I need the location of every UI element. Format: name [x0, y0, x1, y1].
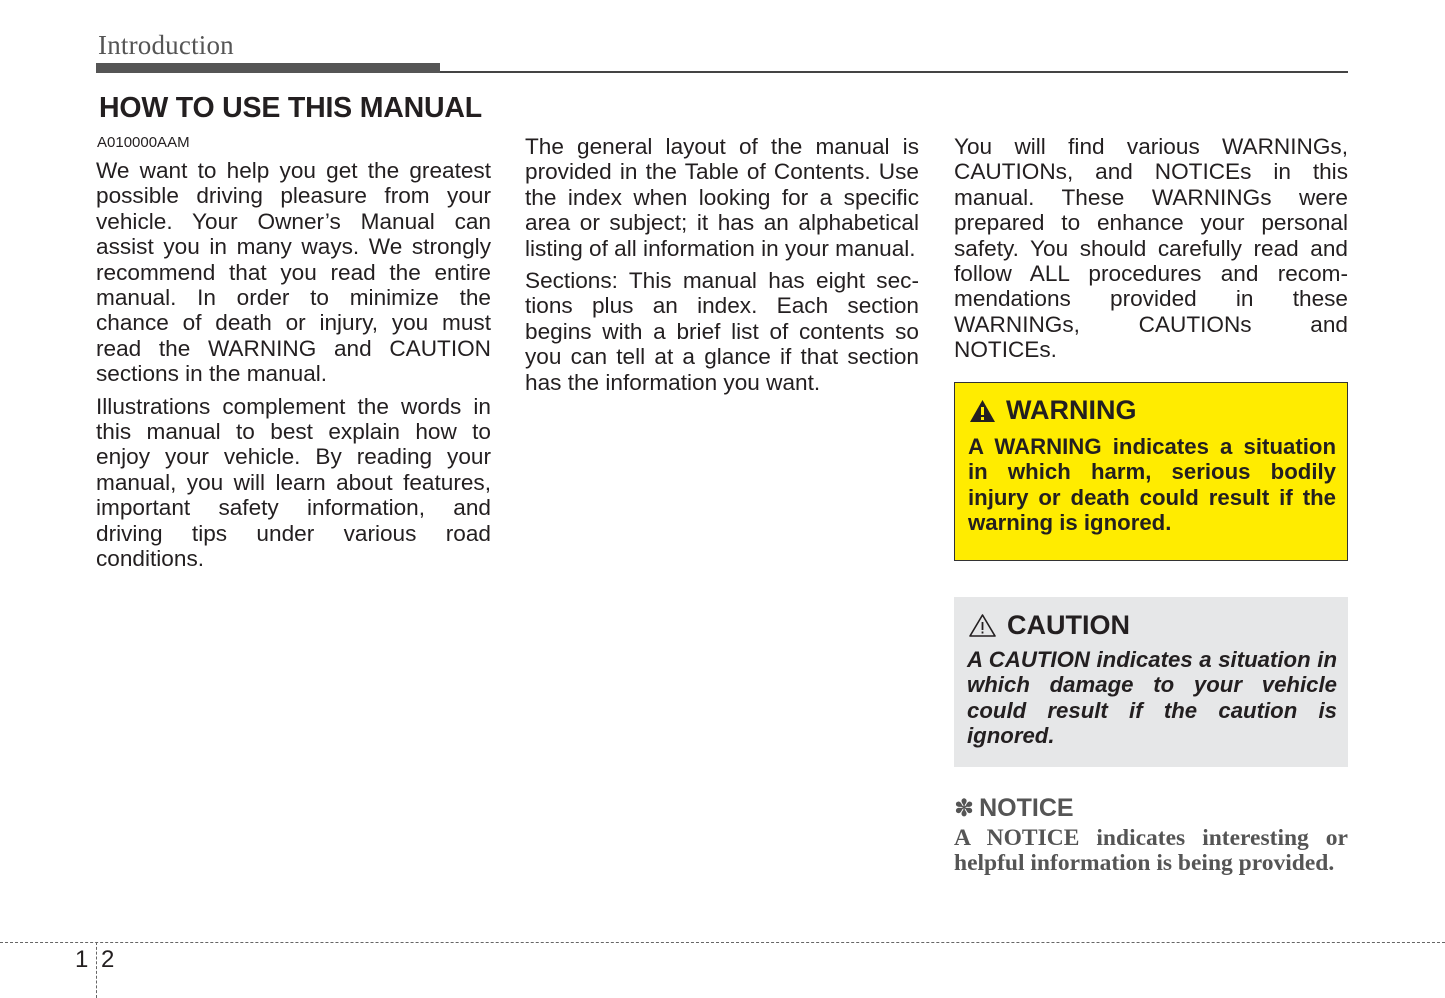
warning-title: WARNING	[1006, 395, 1137, 425]
caution-triangle-icon	[968, 613, 997, 638]
warning-box	[954, 382, 1348, 561]
paragraph: We want to help you get the greatest possible driving pleasure from your vehicle. Your Owner’s Manual can assist you in many ways. We strongly recommend that you read the entire manual. In order to minimize the chance of death or injury, you must read the WARNING and CAUTION sections in the manual.	[96, 158, 491, 387]
document-code: A010000AAM	[97, 134, 190, 151]
text-column-3	[954, 134, 1348, 370]
warning-triangle-icon	[969, 399, 996, 423]
notice-text: A NOTICE indicates interesting or helpful information is being provided.	[954, 825, 1348, 877]
section-number: 1	[75, 946, 89, 973]
asterisk-icon: ✽	[954, 795, 975, 822]
paragraph: The general layout of the manual is provided in the Table of Contents. Use the index when looking for a specific area or subject; it has an alphabetical listing of all information in your manual.	[525, 134, 919, 261]
caution-box	[954, 597, 1348, 767]
caution-heading	[968, 610, 1130, 641]
notice-heading	[954, 794, 1074, 823]
text-column-1	[96, 158, 491, 579]
footer-rule	[0, 942, 1445, 943]
footer-divider	[96, 942, 97, 998]
paragraph: You will find various WARNINGs, CAUTIONs, and NOTICEs in this manual. These WARNINGs were prepared to enhance your personal safety. You should carefully read and follow ALL procedures and recommendations provided in these WARNINGs, CAUTIONs and NOTICEs.	[954, 134, 1348, 363]
caution-text: A CAUTION indicates a situation in which damage to your vehicle could result if the caution is ignored.	[967, 647, 1337, 749]
running-header-section: Introduction	[98, 30, 234, 60]
warning-heading	[969, 395, 1137, 426]
warning-text: A WARNING indicates a situation in which harm, serious bodily injury or death could result if the warning is ignored.	[968, 434, 1336, 536]
text-column-2	[525, 134, 919, 402]
header-rule-accent	[96, 63, 440, 73]
page-number: 2	[101, 946, 115, 973]
paragraph: Sections: This manual has eight sections plus an index. Each section begins with a brief list of contents so you can tell at a glance if that section has the information you want.	[525, 268, 919, 395]
paragraph: Illustrations complement the words in this manual to best explain how to enjoy your vehicle. By reading your manual, you will learn about features, important safety information, and driving tips under various road conditions.	[96, 393, 491, 572]
caution-title: CAUTION	[1007, 610, 1130, 640]
notice-title: NOTICE	[979, 794, 1074, 822]
page-title: HOW TO USE THIS MANUAL	[99, 92, 482, 124]
